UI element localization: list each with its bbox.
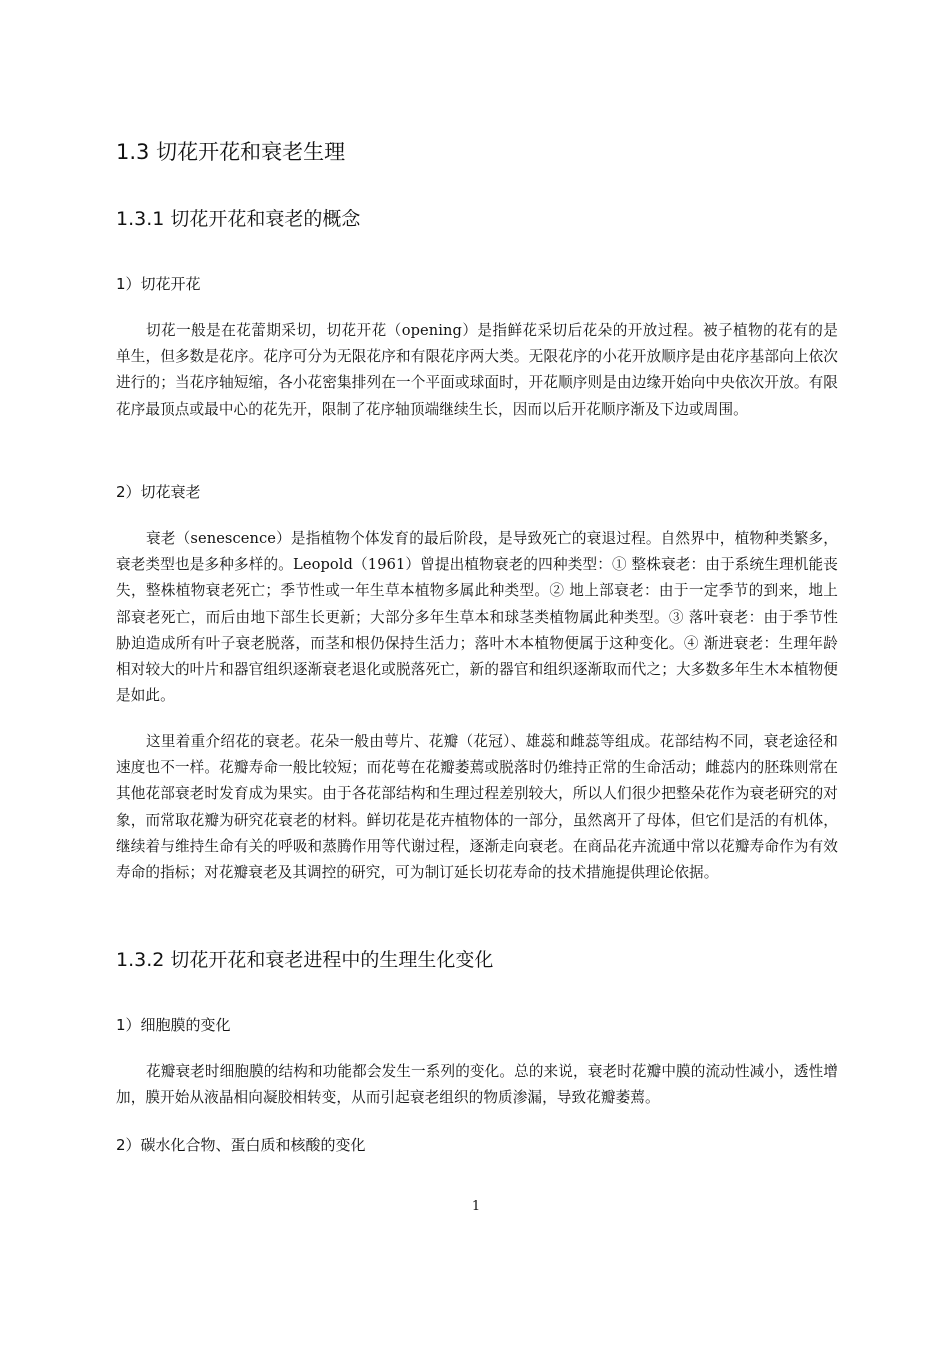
paragraph-flower-senescence: 这里着重介绍花的衰老。花朵一般由萼片、花瓣（花冠）、雄蕊和雌蕊等组成。花部结构不同，衰老途径和速度也不一样。花瓣寿命一般比较短；而花萼在花瓣萎蔫或脱落时仍维持正常的生命活动；雌蕊内的胚珠则常在其他花部衰老时发育成为果实。由于各花部结构和生理过程差别较大，所以人们很少把整朵花作为衰老研究的对象，而常取花瓣为研究花衰老的材料。鲜切花是花卉植物体的一部分，虽然离开了母体，但它们是活的有机体，继续着与维持生命有关的呼吸和蒸腾作用等代谢过程，逐渐走向衰老。在商品花卉流通中常以花瓣寿命作为有效寿命的指标；对花瓣衰老及其调控的研究，可为制订延长切花寿命的技术措施提供理论依据。 <box>116 733 838 882</box>
paragraph-cut-flower-opening: 切花一般是在花蕾期采切，切花开花（opening）是指鲜花采切后花朵的开放过程。被子植物的花有的是单生，但多数是花序。花序可分为无限花序和有限花序两大类。无限花序的小花开放顺序是由花序基部向上依次进行的；当花序轴短缩，各小花密集排列在一个平面或球面时，开花顺序则是由边缘开始向中央依次开放。有限花序最顶点或最中心的花先开，限制了花序轴顶端继续生长，因而以后开花顺序渐及下边或周围。 <box>116 322 838 418</box>
topic-heading-cell-membrane: 1）细胞膜的变化 <box>116 1016 231 1034</box>
paragraph-senescence-types: 衰老（senescence）是指植物个体发育的最后阶段，是导致死亡的衰退过程。自然界中，植物种类繁多，衰老类型也是多种多样的。Leopold（1961）曾提出植物衰老的四种类型：① 整株衰老：由于系统生理机能丧失，整株植物衰老死亡；季节性或一年生草本植物多属此种类型。② 地上部衰老：由于一定季节的到来，地上部衰老死亡，而后由地下部生长更新；大部分多年生草本和球茎类植物属此种类型。③ 落叶衰老：由于季节性胁迫造成所有叶子衰老脱落，而茎和根仍保持生活力；落叶木本植物便属于这种变化。④ 渐进衰老：生理年龄相对较大的叶片和器官组织逐渐衰老退化或脱落死亡，新的器官和组织逐渐取而代之；大多数多年生木本植物便是如此。 <box>116 530 838 705</box>
topic-heading-cut-flower-opening: 1）切花开花 <box>116 275 201 293</box>
topic-heading-cut-flower-senescence: 2）切花衰老 <box>116 483 201 501</box>
paragraph-cell-membrane: 花瓣衰老时细胞膜的结构和功能都会发生一系列的变化。总的来说，衰老时花瓣中膜的流动性减小，透性增加，膜开始从液晶相向凝胶相转变，从而引起衰老组织的物质渗漏，导致花瓣萎蔫。 <box>116 1063 838 1107</box>
subsection-heading-1-3-2: 1.3.2 切花开花和衰老进程中的生理生化变化 <box>116 949 494 971</box>
page-number: 1 <box>471 1199 481 1214</box>
subsection-heading-1-3-1: 1.3.1 切花开花和衰老的概念 <box>116 208 361 230</box>
topic-heading-carbohydrates-proteins-nucleic-acids: 2）碳水化合物、蛋白质和核酸的变化 <box>116 1136 366 1154</box>
section-heading-1-3: 1.3 切花开花和衰老生理 <box>116 140 346 164</box>
